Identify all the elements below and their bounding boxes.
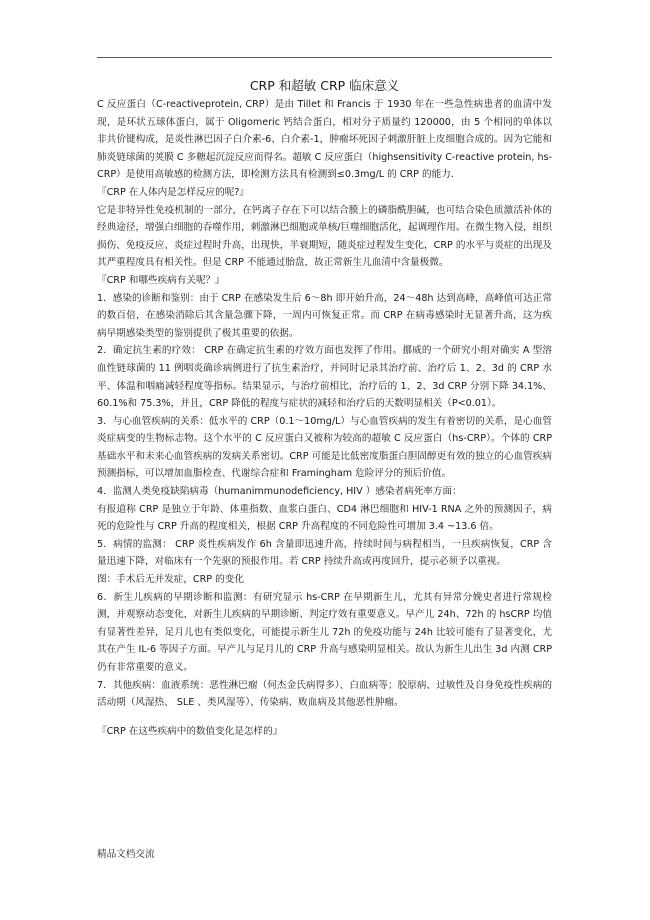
section-heading-values: 『CRP 在这些疾病中的数值变化是怎样的』 xyxy=(97,725,283,737)
section-heading-diseases: 『CRP 和哪些疾病有关呢？』 xyxy=(97,274,225,286)
section-heading-reaction: 『CRP 在人体内是怎样反应的呢?』 xyxy=(97,186,250,198)
paragraph-item-3: 3．与心血管疾病的关系：低水平的 CRP（0.1～10mg/L）与心血管疾病的发生有着密切的关系，是心血管炎症病变的生物标志物。这个水平的 C 反应蛋白又被称为较高的超敏 C 反应蛋白（hs-CRP）。个体的 CRP 基础水平和未来心血管疾病的发病关系密切。CRP 可能是比低密度脂蛋白胆固醇更有效的独立的心血管疾病预测指标，可以增加血脂检查、代谢综合症和 Framingham 危险评分的预后价值。 xyxy=(97,415,552,480)
paragraph-item-5: 5．病情的监测： CRP 炎性疾病发作 6h 含量即迅速升高，持续时间与病程相当，一旦疾病恢复，CRP 含量迅速下降，对临床有一个先驱的预报作用。若 CRP 持续升高或再度回升，提示必须予以重视。 xyxy=(97,538,552,568)
paragraph-item-4-detail: 有报道称 CRP 是独立于年龄、体重指数、血浆白蛋白、CD4 淋巴细胞和 HIV-1 RNA 之外的预测因子，病死的危险性与 CRP 升高的程度相关，根据 CRP 升高程度的不同危险性可增加 3.4 ~13.6 倍。 xyxy=(97,503,552,533)
page-footer: 精品文档交流 xyxy=(97,849,155,860)
figure-caption: 图：手术后无并发症，CRP 的变化 xyxy=(97,574,244,586)
document-body xyxy=(97,78,552,740)
paragraph-item-2: 2．确定抗生素的疗效： CRP 在确定抗生素的疗效方面也发挥了作用。挪威的一个研究小组对确实 A 型溶血性链球菌的 11 例咽炎确诊病例进行了抗生素治疗，并同时记录其治疗前、治疗后 1、2、3d 的 CRP 水平、体温和咽痛减轻程度等指标。结果显示，与治疗前相比，治疗后的 1、2、3d CRP 分别下降 34.1%、60.1%和 75.3%，并且，CRP 降低的程度与症状的减轻和治疗后的天数明显相关（P<0.01）。 xyxy=(97,345,552,410)
paragraph-item-6: 6．新生儿疾病的早期诊断和监测：有研究显示 hs-CRP 在早期新生儿，尤其有异常分娩史者进行常规检测，并观察动态变化，对新生儿疾病的早期诊断、判定疗效有重要意义。早产儿 24h、72h 的 hsCRP 均值有显著性差异，足月儿也有类似变化，可能提示新生儿 72h 的免疫功能与 24h 比较可能有了显著变化，尤其在产生 IL-6 等因子方面。早产儿与足月儿的 CRP 升高与感染明显相关。故认为新生儿出生 3d 内测 CRP 仍有非常重要的意义。 xyxy=(97,591,552,673)
paragraph-item-7: 7．其他疾病：血液系统：恶性淋巴瘤（何杰金氏病得多）、白血病等；胶原病、过敏性及自身免疫性疾病的活动期（风湿热、 SLE 、类风湿等）、传染病、败血病及其他恶性肿瘤。 xyxy=(97,679,552,709)
paragraph-item-4: 4．监测人类免疫缺陷病毒（humanimmunodeficiency, HIV ）感染者病死率方面： xyxy=(97,486,462,498)
paragraph-intro: C 反应蛋白（C-reactiveprotein, CRP）是由 Tillet 和 Francis 于 1930 年在一些急性病患者的血清中发现，是环状五球体蛋白，属于 Oligomeric 钙结合蛋白，相对分子质量约 120000，由 5 个相同的单体以非共价键构成，是炎性淋巴因子白介素-6、白介素-1，肿瘤坏死因子刺激肝脏上皮细胞合成的。因为它能和肺炎链球菌的荚膜 C 多糖起沉淀反应而得名。超敏 C 反应蛋白（highsensitivity C-reactive protein, hs-CRP）是使用高敏感的检测方法，即检测方法具有检测到≤0.3mg/L 的 CRP 的能力. xyxy=(97,99,552,181)
header-rule xyxy=(97,57,552,58)
paragraph-item-1: 1．感染的诊断和鉴别：由于 CRP 在感染发生后 6～8h 即开始升高，24～48h 达到高峰，高峰值可达正常的数百倍，在感染消除后其含量急骤下降，一周内可恢复正常。而 CRP 在病毒感染时无显著升高，这为疾病早期感染类型的鉴别提供了极其重要的依据。 xyxy=(97,292,552,339)
page-title: CRP 和超敏 CRP 临床意义 xyxy=(249,78,400,93)
paragraph-mechanism: 它是非特异性免疫机制的一部分，在钙离子存在下可以结合膜上的磷脂酰胆碱，也可结合染色质激活补体的经典途径，增强白细胞的吞噬作用，刺激淋巴细胞或单核/巨噬细胞活化，起调理作用。在微生物入侵，组织损伤、免疫反应、炎症过程时升高，出现快，半衰期短，随炎症过程发生变化，CRP 的水平与炎症的出现及其严重程度具有相关性。但是 CRP 不能通过胎盘，故正常新生儿血清中含量极微。 xyxy=(97,204,552,269)
